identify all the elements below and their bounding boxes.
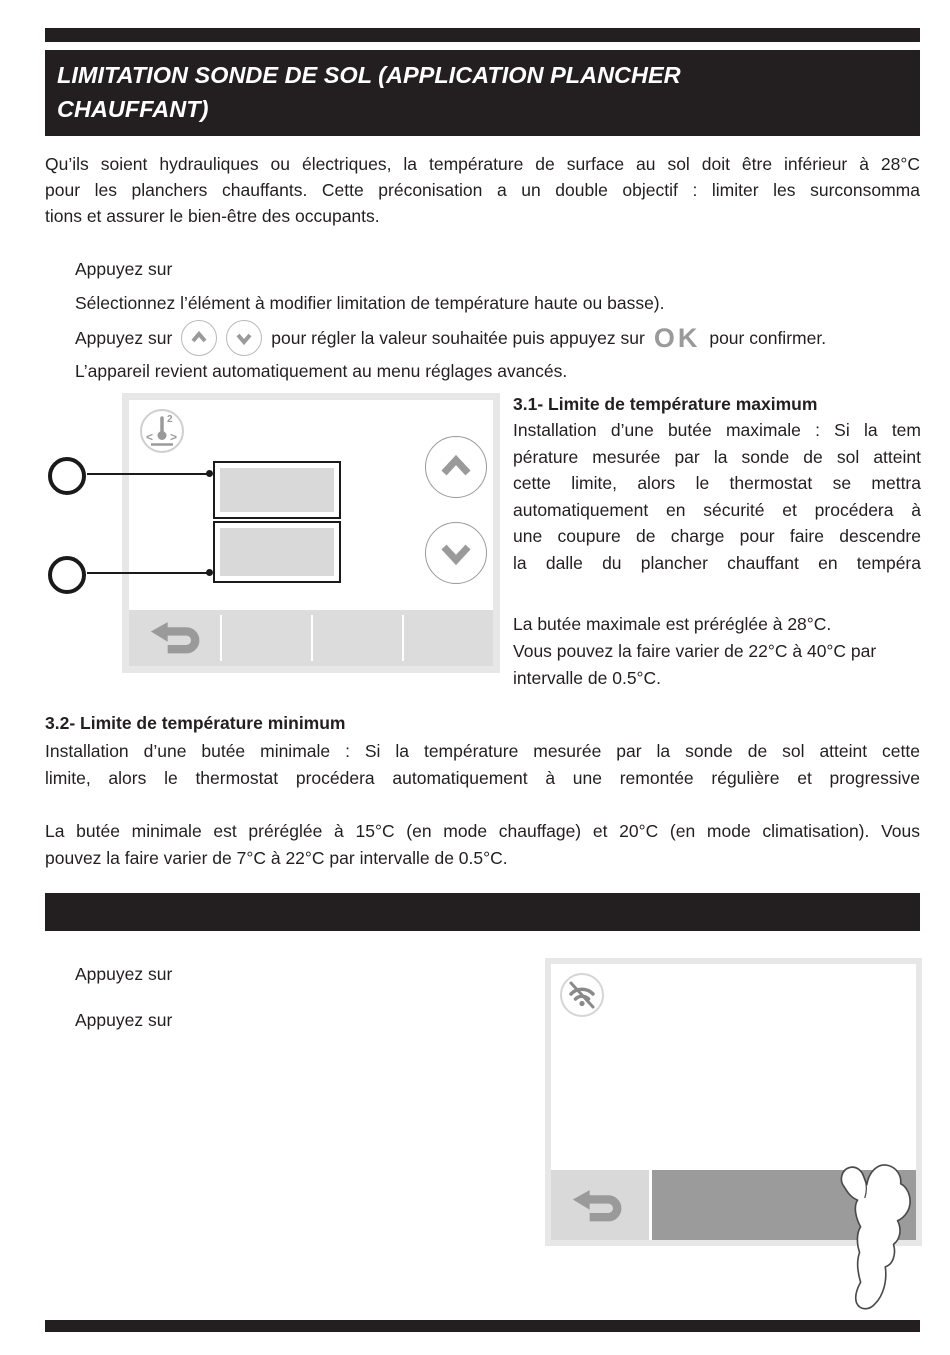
section-3-1-note [513, 611, 921, 692]
return-arrow-icon[interactable] [149, 621, 205, 655]
pointing-hand-icon [832, 1156, 918, 1310]
max-temperature-field[interactable] [213, 461, 341, 519]
thermostat-navbar [129, 610, 493, 666]
section-3-2 [45, 709, 920, 792]
navbar-divider [220, 615, 222, 661]
callout-line-2 [87, 572, 207, 574]
step-press-b: Appuyez sur [75, 1010, 173, 1030]
note-line: pouvez la faire varier de 7°C à 22°C par intervalle de 0.5°C. [45, 848, 508, 868]
wifi-off-icon [559, 972, 605, 1018]
page-title-line1: LIMITATION SONDE DE SOL (APPLICATION PLANCHER [57, 62, 681, 88]
step-press-a: Appuyez sur [75, 964, 173, 984]
section-3-2-heading: 3.2- Limite de température minimum [45, 713, 346, 733]
ok-label: OK [653, 322, 701, 353]
return-arrow-icon[interactable] [571, 1189, 627, 1223]
intro-line: tions et assurer le bien-être des occupants. [45, 206, 380, 226]
section-3-1-line: Installation d’une butée maximale : Si la tem [513, 420, 921, 440]
section-3-1-line: automatiquement en sécurité et procédera à [513, 499, 921, 520]
callout-dot-2 [206, 569, 213, 576]
section-3-2-line: Installation d’une butée minimale : Si la température mesurée par la sonde de sol atteint cette [45, 741, 920, 761]
back-zone[interactable] [551, 1170, 649, 1240]
step-adjust-middle: pour régler la valeur souhaitée puis appuyez sur [271, 328, 645, 348]
step-adjust-before: Appuyez sur [75, 328, 173, 348]
min-temperature-value [220, 528, 334, 576]
chevron-up-icon [181, 320, 217, 356]
section-divider-bar [45, 893, 920, 931]
intro-line: pour les planchers chauffants. Cette préconisation a un double objectif : limiter les surconsomma [45, 180, 920, 200]
page-title-line2: CHAUFFANT) [57, 96, 209, 122]
section-3-1-line: la dalle du plancher chauffant en tempéra [513, 552, 921, 573]
floor-sensor-thermometer-icon [139, 408, 185, 454]
up-button[interactable] [425, 436, 487, 498]
intro-paragraph [45, 151, 920, 229]
callout-circle-2 [48, 556, 86, 594]
section-3-1-line: cette limite, alors le thermostat se mettra [513, 473, 921, 493]
top-rule [45, 28, 920, 42]
section-3-2-note [45, 818, 920, 872]
svg-text:>: > [170, 430, 178, 444]
step-list [75, 256, 920, 384]
note-line: Vous pouvez la faire varier de 22°C à 40°C par [513, 641, 877, 661]
callout-dot-1 [206, 470, 213, 477]
navbar-divider [402, 615, 404, 661]
step-auto-return: L’appareil revient automatiquement au menu réglages avancés. [75, 361, 568, 381]
section-3-1 [513, 391, 921, 576]
svg-text:<: < [146, 430, 154, 444]
section-3-1-line: pérature mesurée par la sonde de sol atteint [513, 446, 921, 467]
navbar-divider [311, 615, 313, 661]
step-adjust-end: pour confirmer. [709, 328, 827, 348]
note-line: La butée minimale est préréglée à 15°C (en mode chauffage) et 20°C (en mode climatisation). Vous [45, 821, 920, 841]
down-button[interactable] [425, 522, 487, 584]
min-temperature-field[interactable] [213, 521, 341, 583]
note-line: La butée maximale est préréglée à 28°C. [513, 614, 832, 634]
step-select: Sélectionnez l’élément à modifier limitation de température haute ou basse). [75, 293, 665, 313]
chevron-down-icon [226, 320, 262, 356]
section-title-bar [45, 50, 920, 136]
intro-line: Qu’ils soient hydrauliques ou électriques, la température de surface au sol doit être inférieur à 28°C [45, 154, 920, 174]
section-3-1-line: une coupure de charge pour faire descendre [513, 526, 921, 546]
section-3-2-line: limite, alors le thermostat procédera automatiquement à une remontée régulière et progressive [45, 768, 920, 788]
bottom-rule [45, 1320, 920, 1332]
step-press-1: Appuyez sur [75, 259, 173, 279]
step-adjust [75, 318, 920, 358]
figure-thermostat-limits [122, 393, 500, 673]
svg-text:2: 2 [167, 414, 173, 425]
section-3-1-heading: 3.1- Limite de température maximum [513, 394, 818, 414]
thermostat-screen [129, 400, 493, 666]
callout-line-1 [87, 473, 207, 475]
max-temperature-value [220, 468, 334, 512]
note-line: intervalle de 0.5°C. [513, 668, 662, 688]
callout-circle-1 [48, 457, 86, 495]
